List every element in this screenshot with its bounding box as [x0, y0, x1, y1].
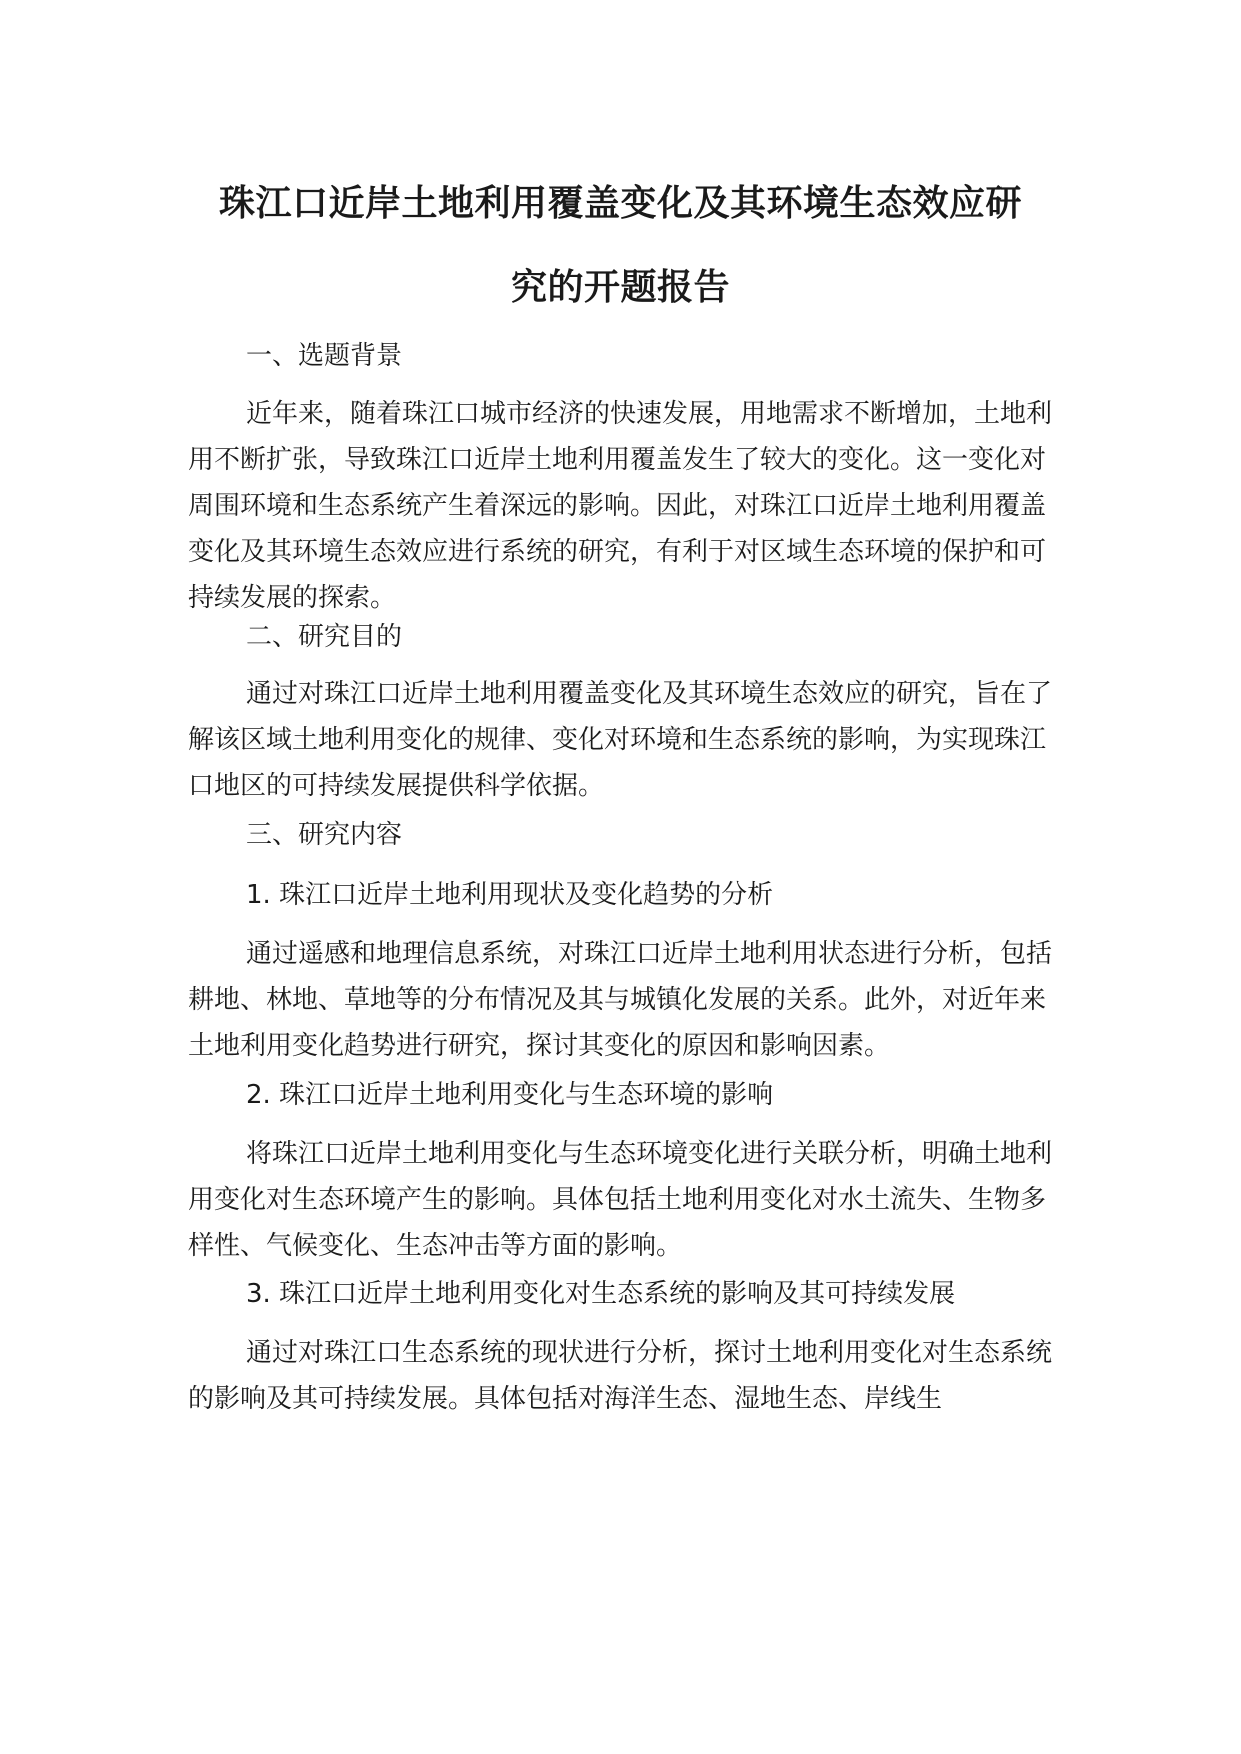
- paragraph-subsection-1: 通过遥感和地理信息系统，对珠江口近岸土地利用状态进行分析，包括耕地、林地、草地等的分布情况及其与城镇化发展的关系。此外，对近年来土地利用变化趋势进行研究，探讨其变化的原因和影响因素。: [188, 939, 1053, 1061]
- section-heading-content: 三、研究内容: [246, 820, 403, 850]
- section-heading-purpose: 二、研究目的: [246, 622, 403, 652]
- paragraph-purpose: 通过对珠江口近岸土地利用覆盖变化及其环境生态效应的研究，旨在了解该区域土地利用变化的规律、变化对环境和生态系统的影响，为实现珠江口地区的可持续发展提供科学依据。: [188, 679, 1053, 801]
- document-title-line2: 究的开题报告: [510, 267, 730, 308]
- subsection-heading-2: 2. 珠江口近岸土地利用变化与生态环境的影响: [246, 1080, 774, 1110]
- document-title-line1: 珠江口近岸土地利用覆盖变化及其环境生态效应研: [218, 183, 1022, 224]
- subsection-heading-3: 3. 珠江口近岸土地利用变化对生态系统的影响及其可持续发展: [246, 1279, 956, 1309]
- paragraph-subsection-2: 将珠江口近岸土地利用变化与生态环境变化进行关联分析，明确土地利用变化对生态环境产生的影响。具体包括土地利用变化对水土流失、生物多样性、气候变化、生态冲击等方面的影响。: [188, 1139, 1053, 1261]
- section-heading-background: 一、选题背景: [246, 341, 403, 371]
- paragraph-subsection-3: 通过对珠江口生态系统的现状进行分析，探讨土地利用变化对生态系统的影响及其可持续发展。具体包括对海洋生态、湿地生态、岸线生: [188, 1338, 1053, 1414]
- subsection-heading-1: 1. 珠江口近岸土地利用现状及变化趋势的分析: [246, 880, 774, 910]
- paragraph-background: 近年来，随着珠江口城市经济的快速发展，用地需求不断增加，土地利用不断扩张，导致珠江口近岸土地利用覆盖发生了较大的变化。这一变化对周围环境和生态系统产生着深远的影响。因此，对珠江口近岸土地利用覆盖变化及其环境生态效应进行系统的研究，有利于对区域生态环境的保护和可持续发展的探索。: [188, 399, 1053, 613]
